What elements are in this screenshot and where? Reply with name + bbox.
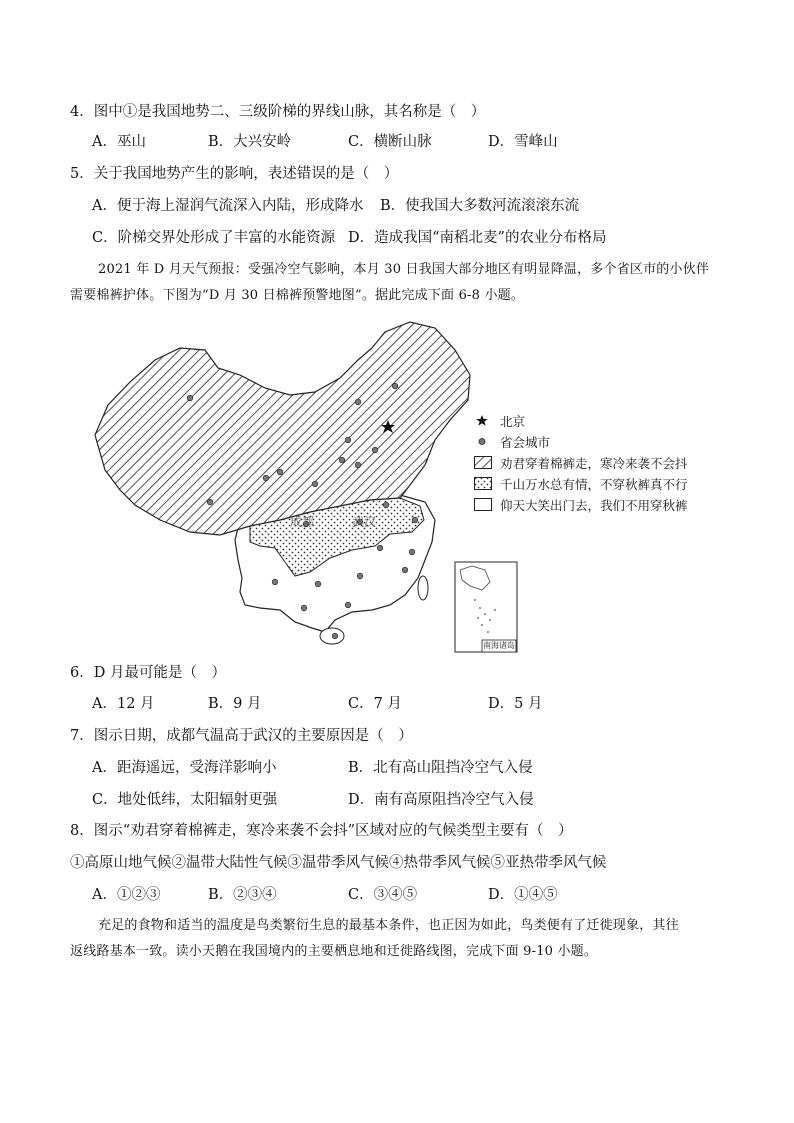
passage-swan-line2: 返线路基本一致。读小天鹅在我国境内的主要栖息地和迁徙路线图，完成下面 9-10 小题。 — [70, 944, 598, 959]
q8-items: ①高原山地气候②温带大陆性气候③温带季风气候④热带季风气候⑤亚热带季风气候 — [70, 855, 607, 871]
q7-option-d: D．南有高原阻挡冷空气入侵 — [348, 792, 534, 808]
blank-swatch-icon — [474, 498, 492, 511]
capital-dot — [277, 469, 283, 475]
china-map-figure — [90, 320, 530, 658]
capital-dot-icon — [474, 435, 492, 448]
q8-option-a: A．①②③ — [92, 887, 161, 903]
q7-option-b: B．北有高山阻挡冷空气入侵 — [348, 760, 533, 776]
passage-weather — [70, 257, 720, 309]
capital-dot — [345, 602, 351, 608]
legend-label-blank: 仰天大笑出门去，我们不用穿秋裤 — [500, 498, 688, 513]
q5-option-b: B．使我国大多数河流滚滚东流 — [380, 198, 580, 214]
passage-weather-line2: 需要棉裤护体。下图为“D 月 30 日棉裤预警地图”。据此完成下面 6-8 小题。 — [70, 288, 525, 303]
q6-option-d: D．5 月 — [488, 696, 543, 712]
q8-option-b: B．②③④ — [208, 887, 277, 903]
q4-stem: 4．图中①是我国地势二、三级阶梯的界线山脉，其名称是（ ） — [70, 104, 486, 120]
q8-option-d: D．①④⑤ — [488, 887, 558, 903]
capital-dot — [383, 502, 389, 508]
capital-dot — [312, 481, 318, 487]
capital-dot — [392, 383, 398, 389]
legend-label-hatched: 劝君穿着棉裤走，寒冷来袭不会抖 — [500, 456, 688, 471]
capital-dot — [332, 633, 338, 639]
q5-option-a: A．便于海上湿润气流深入内陆，形成降水 — [92, 198, 364, 214]
q4-option-c: C．横断山脉 — [348, 134, 432, 150]
q5-stem: 5．关于我国地势产生的影响，表述错误的是（ ） — [70, 166, 399, 182]
capital-dot — [301, 605, 307, 611]
passage-swan-line1: 充足的食物和适当的温度是鸟类繁衍生息的最基本条件，也正因为如此，鸟类便有了迁徙现象，其往 — [98, 918, 679, 933]
capital-dot — [355, 399, 361, 405]
capital-dot — [355, 462, 361, 468]
q8-stem: 8．图示“劝君穿着棉裤走，寒冷来袭不会抖”区域对应的气候类型主要有（ ） — [70, 823, 573, 839]
q5-option-c: C．阶梯交界处形成了丰富的水能资源 — [92, 230, 336, 246]
capital-dot — [207, 499, 213, 505]
capital-dot — [272, 579, 278, 585]
capital-dot — [412, 517, 418, 523]
capital-dot — [372, 447, 378, 453]
capital-dot — [402, 567, 408, 573]
q6-option-a: A．12 月 — [92, 696, 155, 712]
q6-stem: 6．D 月最可能是（ ） — [70, 665, 226, 681]
taiwan-island — [418, 576, 428, 600]
q4-option-d: D．雪峰山 — [488, 134, 558, 150]
q6-option-c: C．7 月 — [348, 696, 402, 712]
capital-dot — [339, 457, 345, 463]
capital-dot — [263, 475, 269, 481]
q4-option-b: B．大兴安岭 — [208, 134, 292, 150]
q5-option-d: D．造成我国“南稻北麦”的农业分布格局 — [348, 230, 607, 246]
capital-dot — [377, 545, 383, 551]
dots-swatch-icon — [474, 477, 492, 490]
inset-label: 南海诸岛 — [483, 641, 515, 650]
hatch-swatch-icon — [474, 456, 492, 469]
q6-option-b: B．9 月 — [208, 696, 262, 712]
label-chengdu: 成都 — [290, 515, 315, 529]
legend-label-capital: 省会城市 — [500, 435, 551, 450]
south-china-sea-inset — [455, 562, 517, 652]
capital-dot — [357, 573, 363, 579]
q7-stem: 7．图示日期，成都气温高于武汉的主要原因是（ ） — [70, 728, 413, 744]
capital-dot — [187, 395, 193, 401]
label-wuhan: 武汉 — [352, 515, 377, 529]
q8-option-c: C．③④⑤ — [348, 887, 418, 903]
legend-label-beijing: 北京 — [500, 414, 526, 429]
capital-dot — [315, 581, 321, 587]
q4-option-a: A．巫山 — [92, 134, 146, 150]
capital-dot — [409, 549, 415, 555]
legend-label-dotted: 千山万水总有情，不穿秋裤真不行 — [500, 477, 688, 492]
passage-weather-line1: 2021 年 D 月天气预报：受强冷空气影响，本月 30 日我国大部分地区有明显降温，多个省区市的小伙伴 — [98, 262, 710, 277]
capital-dot — [345, 437, 351, 443]
q7-option-a: A．距海遥远，受海洋影响小 — [92, 760, 277, 776]
q7-option-c: C．地处低纬，太阳辐射更强 — [92, 792, 278, 808]
china-cotton-pants-warning-map — [90, 320, 530, 662]
star-icon — [474, 414, 492, 427]
passage-swan — [70, 913, 720, 965]
